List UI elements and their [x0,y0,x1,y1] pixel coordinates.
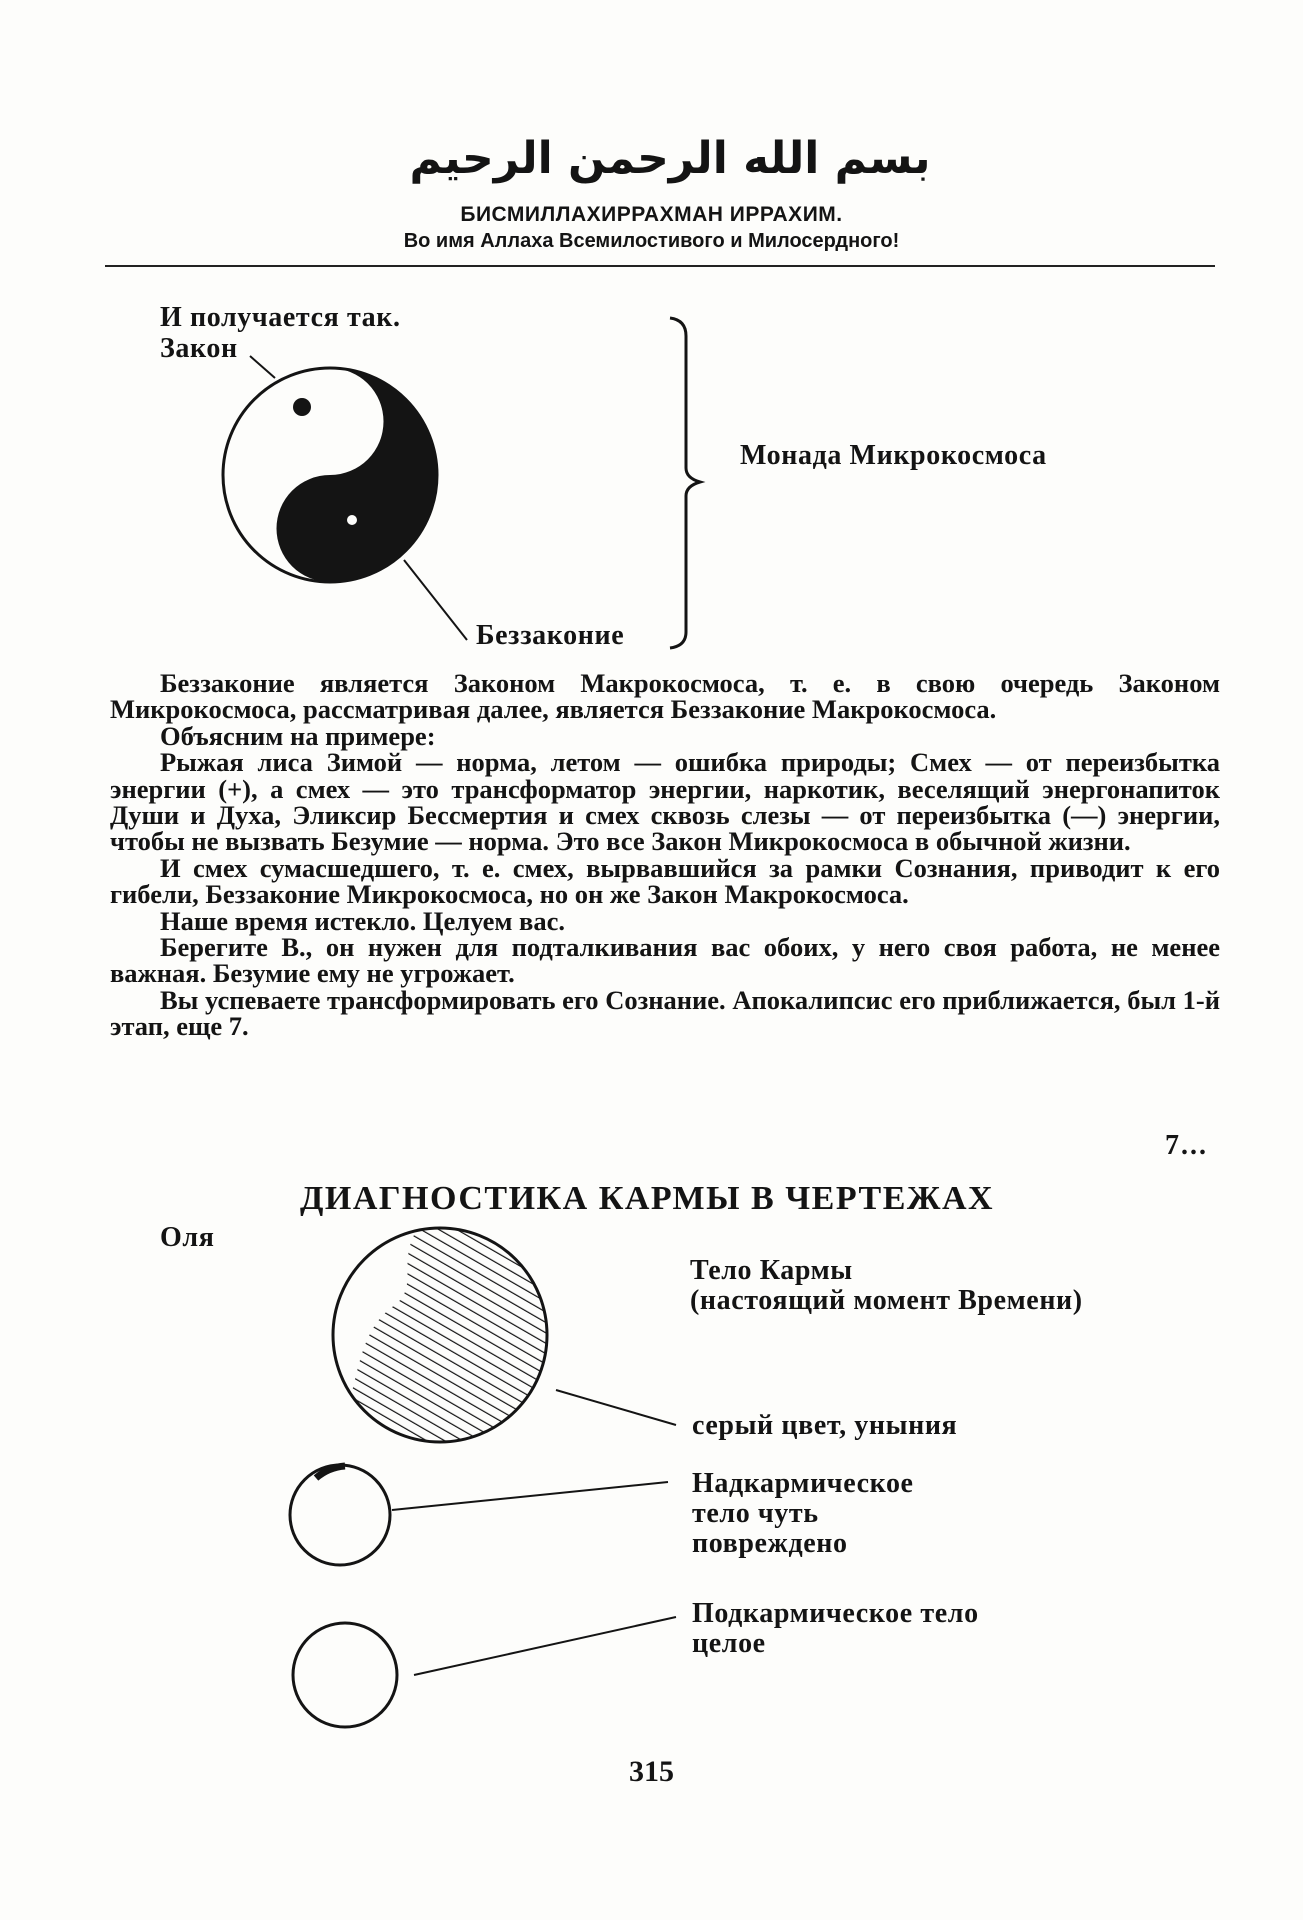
grey-pointer-line [556,1390,676,1425]
label-sub-1: Подкармическое тело [692,1598,979,1629]
paragraph-7: Вы успеваете трансформировать его Сознание. Апокалипсис его приближается, был 1-й этап, еще 7. [110,984,1220,1042]
page-number: 315 [629,1755,674,1788]
label-karma-body-2: (настоящий момент Времени) [690,1285,1083,1316]
paragraph-1: Беззаконие является Законом Макрокосмоса, т. е. в свою очередь Законом Микрокосмоса, рассматривая далее, является Беззаконие Макрокосмоса. [110,668,1220,725]
label-lawlessness: Беззаконие [476,620,625,651]
super-pointer-line [392,1482,668,1510]
label-law: Закон [160,333,238,364]
basmala-transliteration: БИСМИЛЛАХИРРАХМАН ИРРАХИМ. [460,203,843,226]
basmala-translation: Во имя Аллаха Всемилостивого и Милосердного! [403,230,900,252]
paragraph-2: Объясним на примере: [160,720,436,751]
karma-body-circle [333,1220,560,1460]
label-super-1: Надкармическое [692,1468,914,1499]
paragraph-4: И смех сумасшедшего, т. е. смех, вырвавшийся за рамки Сознания, приводит к его гибели, Беззаконие Микрокосмоса, но он же Закон Макрокосмоса. [110,852,1220,910]
basmala-text: بسم الله الرحمن الرحيم [409,133,931,184]
paragraph-6: Берегите В., он нужен для подталкивания вас обоих, у него своя работа, не менее важная. Безумие ему не угрожает. [110,932,1220,989]
label-monad: Монада Микрокосмоса [740,440,1047,471]
section-heading: ДИАГНОСТИКА КАРМЫ В ЧЕРТЕЖАХ [300,1180,995,1217]
label-super-2: тело чуть [692,1498,819,1529]
section-number: 7... [1165,1130,1208,1161]
super-karmic-body-circle [290,1465,390,1565]
figure-intro: И получается так. [160,302,401,333]
paragraph-3: Рыжая лиса Зимой — норма, летом — ошибка природы; Смех — от переизбытка энергии (+), а смех — это трансформатор энергии, наркотик, веселящий энергонапиток Души и Духа, Эликсир Бессмертия и смех сквозь слезы — от переизбытка (—) энергии, чтобы не вызвать Безумие — норма. Это все Закон Микрокосмоса в обычной жизни. [110,747,1220,857]
subject-name: Оля [160,1222,215,1253]
paragraph-5: Наше время истекло. Целуем вас. [160,905,565,936]
label-grey: серый цвет, уныния [692,1410,958,1441]
label-super-3: повреждено [692,1528,848,1559]
sub-karmic-body-circle [293,1623,397,1727]
label-sub-2: целое [692,1628,766,1659]
label-karma-body-1: Тело Кармы [690,1255,853,1286]
sub-pointer-line [414,1617,676,1675]
